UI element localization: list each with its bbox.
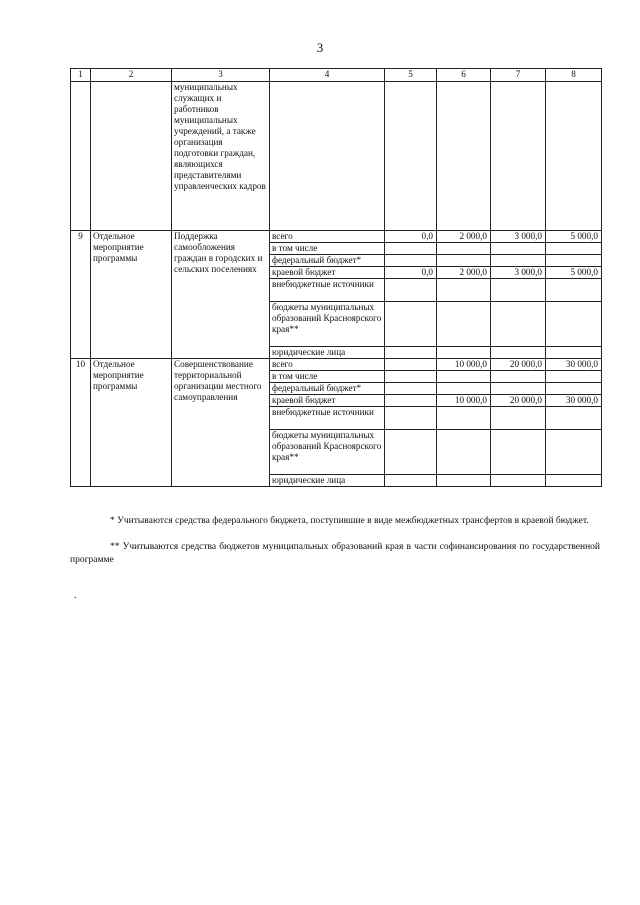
amount-cell: 30 000,0: [546, 395, 602, 407]
amount-cell: [437, 407, 491, 430]
amount-cell: 5 000,0: [546, 267, 602, 279]
funding-source-label: в том числе: [270, 371, 385, 383]
funding-source-label: бюджеты муниципальных образований Красноярского края**: [270, 430, 385, 475]
amount-cell: [385, 243, 437, 255]
amount-cell: 3 000,0: [491, 231, 546, 243]
amount-cell: [546, 475, 602, 487]
amount-cell: 2 000,0: [437, 267, 491, 279]
amount-cell: [437, 371, 491, 383]
amount-cell: [491, 383, 546, 395]
amount-cell: [437, 279, 491, 302]
amount-cell: [491, 371, 546, 383]
funding-source-label: в том числе: [270, 243, 385, 255]
funding-source-label: краевой бюджет: [270, 395, 385, 407]
measure-type: Отдельное мероприятие программы: [91, 359, 172, 487]
amount-cell: [546, 255, 602, 267]
measure-type: Отдельное мероприятие программы: [91, 231, 172, 359]
table-row: [71, 359, 602, 371]
amount-cell: [437, 383, 491, 395]
column-header: 4: [270, 69, 385, 82]
amount-cell: [491, 407, 546, 430]
page-number: 3: [316, 40, 324, 55]
amount-cell: 5 000,0: [546, 231, 602, 243]
column-header: 7: [491, 69, 546, 82]
amount-cell: [491, 347, 546, 359]
amount-cell: [437, 243, 491, 255]
funding-source-label: юридические лица: [270, 347, 385, 359]
footnote-municipal: ** Учитываются средства бюджетов муниципальных образований края в части софинансирования по государственной программе: [70, 542, 600, 565]
amount-cell: [546, 407, 602, 430]
amount-cell: [385, 302, 437, 347]
column-header: 2: [91, 69, 172, 82]
amount-cell: [491, 243, 546, 255]
amount-cell: 20 000,0: [491, 395, 546, 407]
funding-source-label: федеральный бюджет*: [270, 255, 385, 267]
amount-cell: 20 000,0: [491, 359, 546, 371]
funding-source-label: всего: [270, 359, 385, 371]
amount-cell: [385, 371, 437, 383]
amount-cell: 3 000,0: [491, 267, 546, 279]
amount-cell: [546, 279, 602, 302]
budget-table: [70, 68, 602, 487]
amount-cell: [546, 243, 602, 255]
table-header-row: [71, 69, 602, 82]
amount-cell: [385, 395, 437, 407]
amount-cell: [546, 302, 602, 347]
continuation-row: [71, 82, 602, 231]
amount-cell: 2 000,0: [437, 231, 491, 243]
funding-source-label: федеральный бюджет*: [270, 383, 385, 395]
amount-cell: [491, 430, 546, 475]
column-header: 3: [172, 69, 270, 82]
amount-cell: 0,0: [385, 231, 437, 243]
measure-name: Поддержка самообложения граждан в городских и сельских поселениях: [172, 231, 270, 359]
amount-cell: [437, 302, 491, 347]
funding-source-label: краевой бюджет: [270, 267, 385, 279]
funding-source-label: внебюджетные источники: [270, 279, 385, 302]
funding-source-label: юридические лица: [270, 475, 385, 487]
continuation-text: муниципальных служащих и работников муниципальных учреждений, а также организация подготовки граждан, являющихся представителями управленческих кадров: [172, 82, 270, 231]
amount-cell: [491, 302, 546, 347]
row-number: 9: [71, 231, 91, 359]
column-header: 8: [546, 69, 602, 82]
amount-cell: [385, 430, 437, 475]
amount-cell: [546, 383, 602, 395]
amount-cell: [385, 347, 437, 359]
amount-cell: [385, 407, 437, 430]
amount-cell: 10 000,0: [437, 395, 491, 407]
amount-cell: [385, 383, 437, 395]
funding-source-label: бюджеты муниципальных образований Красноярского края**: [270, 302, 385, 347]
column-header: 1: [71, 69, 91, 82]
amount-cell: [437, 430, 491, 475]
amount-cell: [491, 475, 546, 487]
amount-cell: [437, 255, 491, 267]
funding-source-label: всего: [270, 231, 385, 243]
amount-cell: 30 000,0: [546, 359, 602, 371]
column-header: 6: [437, 69, 491, 82]
amount-cell: [546, 371, 602, 383]
funding-source-label: внебюджетные источники: [270, 407, 385, 430]
stray-mark: .: [74, 590, 77, 601]
amount-cell: [491, 255, 546, 267]
row-number: 10: [71, 359, 91, 487]
amount-cell: 0,0: [385, 267, 437, 279]
column-header: 5: [385, 69, 437, 82]
footnote-federal: * Учитываются средства федерального бюджета, поступившие в виде межбюджетных трансфертов в краевой бюджет.: [110, 516, 589, 526]
amount-cell: [385, 255, 437, 267]
amount-cell: 10 000,0: [437, 359, 491, 371]
table-row: [71, 231, 602, 243]
amount-cell: [385, 475, 437, 487]
amount-cell: [546, 430, 602, 475]
amount-cell: [491, 279, 546, 302]
amount-cell: [437, 347, 491, 359]
amount-cell: [437, 475, 491, 487]
amount-cell: [546, 347, 602, 359]
measure-name: Совершенствование территориальной организации местного самоуправления: [172, 359, 270, 487]
amount-cell: [385, 279, 437, 302]
amount-cell: [385, 359, 437, 371]
